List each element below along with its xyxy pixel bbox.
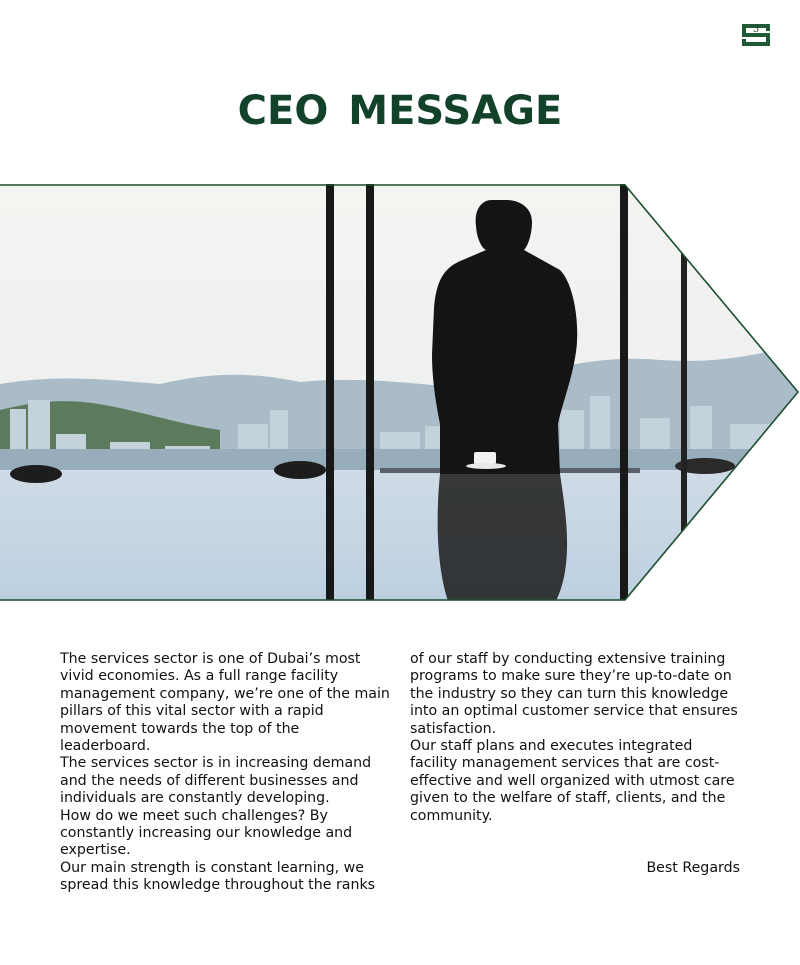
signature: Best Regards [646,860,740,876]
paragraph: of our staff by conducting extensive training programs to make sure they’re up-to-date on the industry so they can turn this knowledge into an optimal customer service that ensures satisfaction. [410,651,738,737]
paragraph: Our staff plans and executes integrated facility management services that are cost-effective and well organized with utmost care given to the welfare of staff, clients, and the community. [410,738,735,824]
paragraph: Our main strength is constant learning, we spread this knowledge throughout the ranks [60,859,376,894]
body-column-left [60,651,390,895]
page-title: CEO MESSAGE [237,88,563,134]
hero-image [0,184,800,601]
paragraph: The services sector is in increasing demand and the needs of different businesses and individuals are constantly developing. [60,755,372,807]
paragraph: How do we meet such challenges? By constantly increasing our knowledge and expertise. [60,807,353,859]
paragraph: The services sector is one of Dubai’s most vivid economies. As a full range facility management company, we’re one of the main pillars of this vital sector with a rapid movement towards the top of the leaderboard. [60,651,390,755]
body-column-right [410,651,742,825]
page-number: 3 [752,24,760,35]
